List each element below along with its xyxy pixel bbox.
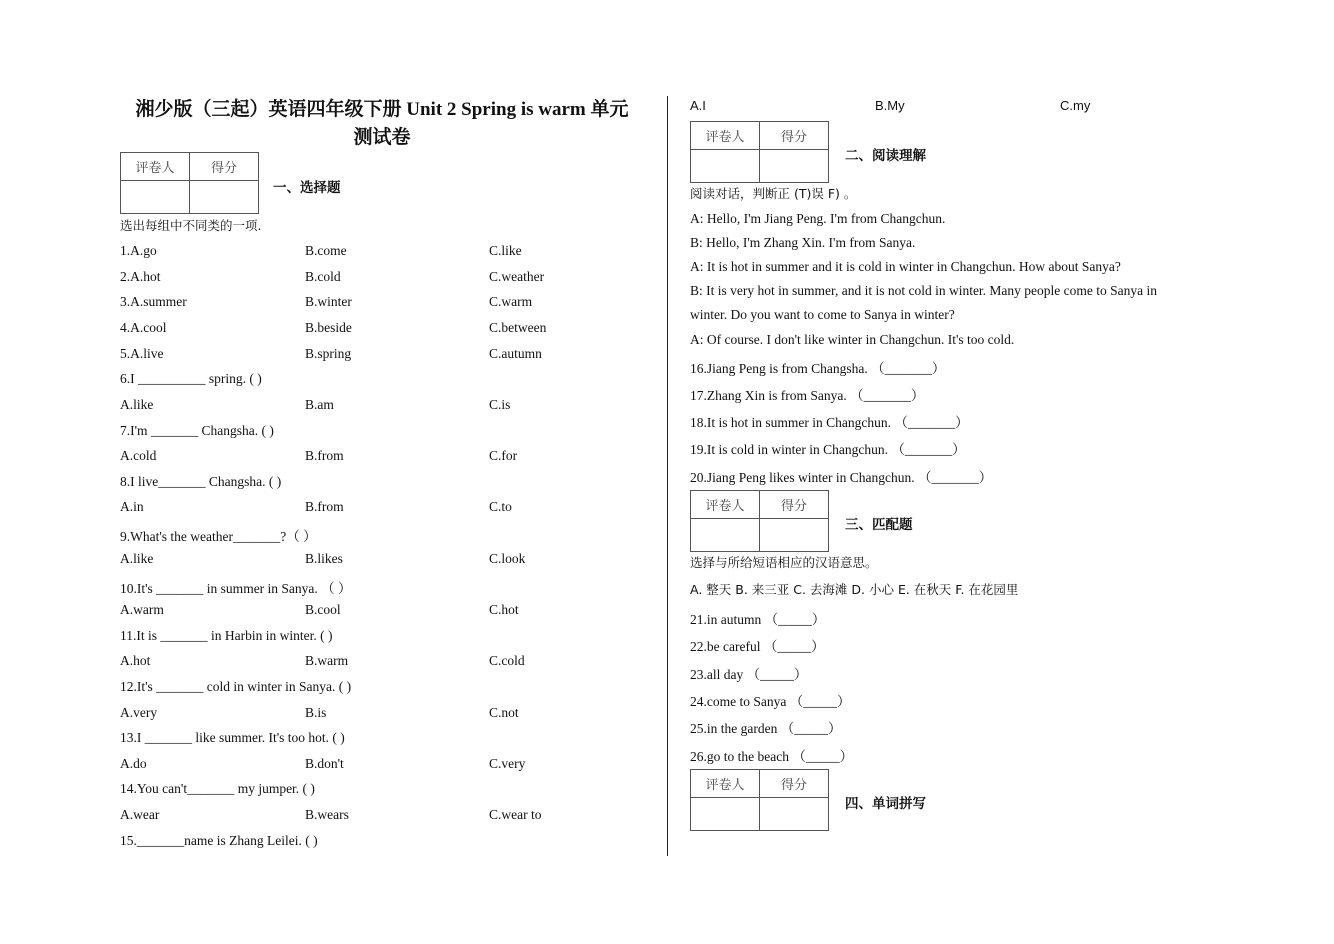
q12-stem: 12.It's _______ cold in winter in Sanya. ( ) <box>120 679 352 694</box>
score-box-3 <box>690 490 829 552</box>
page-title <box>120 96 644 152</box>
reviewer-cell[interactable] <box>121 181 190 214</box>
title-line-1: 湘少版（三起）英语四年级下册 Unit 2 Spring is warm 单元 <box>135 99 629 120</box>
section-3-heading: 三、匹配题 <box>845 517 913 533</box>
score-cell[interactable] <box>190 181 259 214</box>
q7-option-a: A.cold <box>120 448 157 463</box>
section-2-heading: 二、阅读理解 <box>845 148 926 164</box>
q14-option-a: A.wear <box>120 807 160 822</box>
q12-option-c: C.not <box>489 705 519 720</box>
q7-stem: 7.I'm _______ Changsha. ( ) <box>120 423 274 438</box>
q10-stem: 10.It's _______ in summer in Sanya. （ ） <box>120 581 352 596</box>
reviewer-cell[interactable] <box>691 150 760 183</box>
reviewer-cell[interactable] <box>691 519 760 552</box>
matching-options: A. 整天 B. 来三亚 C. 去海滩 D. 小心 E. 在秋天 F. 在花园里 <box>690 582 1019 597</box>
reading-item-19: 19.It is cold in winter in Changchun. （_______） <box>690 442 966 457</box>
reviewer-label: 评卷人 <box>691 122 760 150</box>
q13-option-a: A.do <box>120 756 147 771</box>
score-cell[interactable] <box>760 150 829 183</box>
q10-option-a: A.warm <box>120 602 164 617</box>
q2-option-b: B.cold <box>305 269 341 284</box>
q14-option-c: C.wear to <box>489 807 542 822</box>
reading-item-16: 16.Jiang Peng is from Changsha. （_______） <box>690 361 946 376</box>
q11-option-b: B.warm <box>305 653 349 668</box>
q13-option-b: B.don't <box>305 756 344 771</box>
reviewer-cell[interactable] <box>691 798 760 831</box>
dialogue-line: B: It is very hot in summer, and it is not cold in winter. Many people come to Sanya in <box>690 283 1158 298</box>
section-1-instruction: 选出每组中不同类的一项. <box>120 218 262 233</box>
q5-option-b: B.spring <box>305 346 352 361</box>
q4-option-b: B.beside <box>305 320 352 335</box>
score-label: 得分 <box>760 122 829 150</box>
dialogue-line: winter. Do you want to come to Sanya in winter? <box>690 307 955 322</box>
score-box-1 <box>120 152 259 214</box>
score-cell[interactable] <box>760 798 829 831</box>
q1-option-a: 1.A.go <box>120 243 157 258</box>
reading-item-20: 20.Jiang Peng likes winter in Changchun. （_______） <box>690 470 993 485</box>
q11-option-c: C.cold <box>489 653 525 668</box>
matching-item-26: 26.go to the beach （_____） <box>690 749 854 764</box>
q10-option-c: C.hot <box>489 602 519 617</box>
q7-option-b: B.from <box>305 448 344 463</box>
q1-option-b: B.come <box>305 243 347 258</box>
score-cell[interactable] <box>760 519 829 552</box>
q14-option-b: B.wears <box>305 807 349 822</box>
matching-item-21: 21.in autumn （_____） <box>690 612 826 627</box>
matching-item-22: 22.be careful （_____） <box>690 639 825 654</box>
title-line-2: 测试卷 <box>353 127 411 148</box>
score-box-4 <box>690 769 829 831</box>
column-divider <box>667 96 668 856</box>
reading-item-18: 18.It is hot in summer in Changchun. （_______） <box>690 415 969 430</box>
q8-option-a: A.in <box>120 499 144 514</box>
section-1-heading: 一、选择题 <box>273 180 341 196</box>
reviewer-label: 评卷人 <box>121 153 190 181</box>
q12-option-a: A.very <box>120 705 158 720</box>
dialogue-line: B: Hello, I'm Zhang Xin. I'm from Sanya. <box>690 235 916 250</box>
q14-stem: 14.You can't_______ my jumper. ( ) <box>120 781 315 796</box>
matching-item-23: 23.all day （_____） <box>690 667 808 682</box>
section-4-heading: 四、单词拼写 <box>845 796 926 812</box>
q4-option-c: C.between <box>489 320 547 335</box>
q8-option-c: C.to <box>489 499 512 514</box>
q15-option-c: C.my <box>1060 98 1091 113</box>
q11-option-a: A.hot <box>120 653 151 668</box>
score-label: 得分 <box>190 153 259 181</box>
section-2-instruction: 阅读对话，判断正 (T)误 F) 。 <box>690 186 857 201</box>
score-label: 得分 <box>760 491 829 519</box>
q4-option-a: 4.A.cool <box>120 320 167 335</box>
q9-option-a: A.like <box>120 551 154 566</box>
q3-option-a: 3.A.summer <box>120 294 187 309</box>
q9-option-b: B.likes <box>305 551 343 566</box>
dialogue-line: A: Of course. I don't like winter in Changchun. It's too cold. <box>690 332 1015 347</box>
reviewer-label: 评卷人 <box>691 770 760 798</box>
matching-item-24: 24.come to Sanya （_____） <box>690 694 851 709</box>
reviewer-label: 评卷人 <box>691 491 760 519</box>
score-box-2 <box>690 121 829 183</box>
q15-stem: 15._______name is Zhang Leilei. ( ) <box>120 833 318 848</box>
q11-stem: 11.It is _______ in Harbin in winter. ( ) <box>120 628 333 643</box>
dialogue-line: A: Hello, I'm Jiang Peng. I'm from Changchun. <box>690 211 946 226</box>
q6-stem: 6.I __________ spring. ( ) <box>120 371 262 386</box>
q6-option-b: B.am <box>305 397 334 412</box>
score-label: 得分 <box>760 770 829 798</box>
q8-stem: 8.I live_______ Changsha. ( ) <box>120 474 282 489</box>
q12-option-b: B.is <box>305 705 327 720</box>
q13-option-c: C.very <box>489 756 526 771</box>
q1-option-c: C.like <box>489 243 522 258</box>
dialogue-line: A: It is hot in summer and it is cold in winter in Changchun. How about Sanya? <box>690 259 1121 274</box>
q5-option-c: C.autumn <box>489 346 542 361</box>
q5-option-a: 5.A.live <box>120 346 164 361</box>
q10-option-b: B.cool <box>305 602 341 617</box>
q2-option-a: 2.A.hot <box>120 269 161 284</box>
q9-option-c: C.look <box>489 551 526 566</box>
q2-option-c: C.weather <box>489 269 545 284</box>
q3-option-c: C.warm <box>489 294 533 309</box>
section-3-instruction: 选择与所给短语相应的汉语意思。 <box>690 555 878 570</box>
q6-option-a: A.like <box>120 397 154 412</box>
q15-option-b: B.My <box>875 98 905 113</box>
q8-option-b: B.from <box>305 499 344 514</box>
q15-option-a: A.I <box>690 98 706 113</box>
q7-option-c: C.for <box>489 448 518 463</box>
q9-stem: 9.What's the weather_______?（ ） <box>120 529 317 544</box>
reading-item-17: 17.Zhang Xin is from Sanya. （_______） <box>690 388 925 403</box>
matching-item-25: 25.in the garden （_____） <box>690 721 842 736</box>
q6-option-c: C.is <box>489 397 511 412</box>
q3-option-b: B.winter <box>305 294 352 309</box>
q13-stem: 13.I _______ like summer. It's too hot. ( ) <box>120 730 345 745</box>
